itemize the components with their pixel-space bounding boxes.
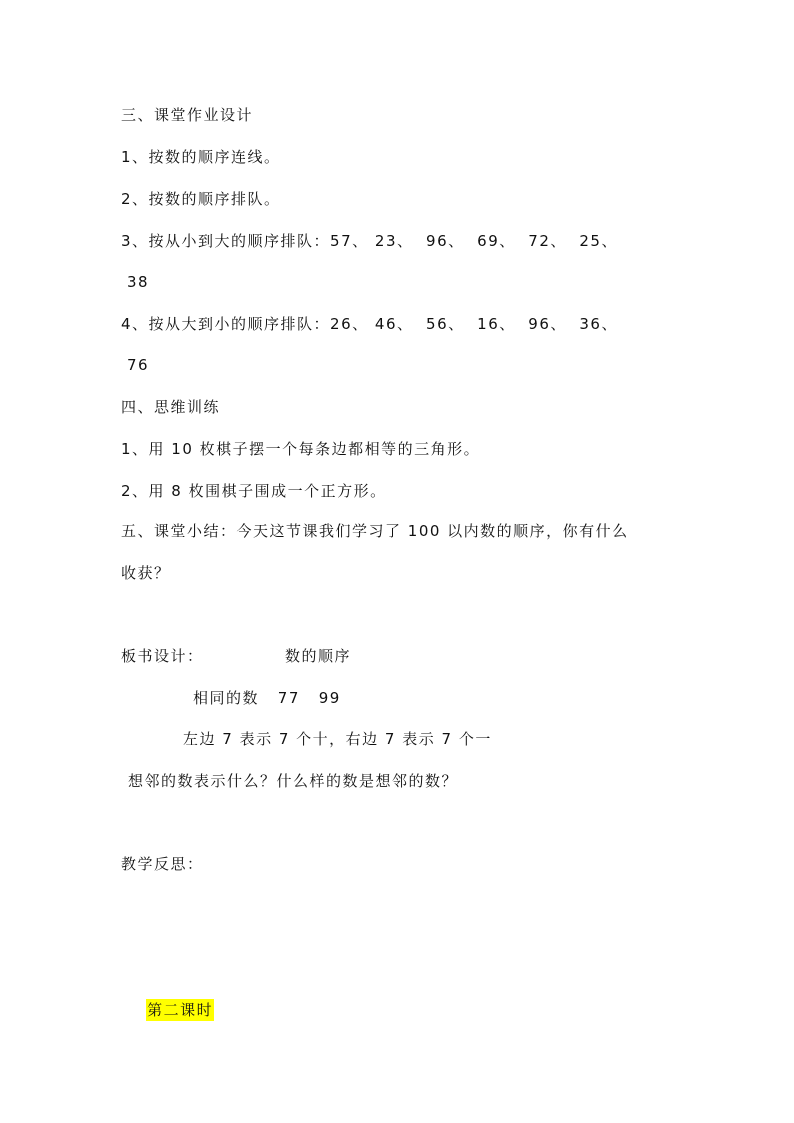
- board-line-place-value: 左边 7 表示 7 个十，右边 7 表示 7 个一: [183, 730, 492, 748]
- section-heading-classwork: 三、课堂作业设计: [121, 106, 254, 124]
- classwork-item-4-line2: 76: [127, 356, 150, 374]
- classwork-item-2: 2、按数的顺序排队。: [121, 190, 281, 208]
- board-design-label: 板书设计：: [121, 647, 204, 665]
- board-design-title: 数的顺序: [285, 647, 352, 665]
- classwork-item-3-line2: 38: [127, 273, 150, 291]
- classwork-item-1: 1、按数的顺序连线。: [121, 148, 281, 166]
- classwork-item-4-line1: 4、按从大到小的顺序排队：26、 46、 56、 16、 96、 36、: [121, 315, 618, 333]
- section-heading-thinking: 四、思维训练: [121, 398, 221, 416]
- thinking-item-2: 2、用 8 枚围棋子围成一个正方形。: [121, 482, 387, 500]
- classwork-item-3-line1: 3、按从小到大的顺序排队：57、 23、 96、 69、 72、 25、: [121, 232, 618, 250]
- thinking-item-1: 1、用 10 枚棋子摆一个每条边都相等的三角形。: [121, 440, 481, 458]
- summary-line2: 收获？: [121, 564, 171, 582]
- summary-line1: 五、课堂小结：今天这节课我们学习了 100 以内数的顺序，你有什么: [121, 522, 629, 540]
- board-line-same-digits: 相同的数 77 99: [193, 689, 341, 707]
- reflection-label: 教学反思：: [121, 855, 204, 873]
- board-line-question: 想邻的数表示什么？什么样的数是想邻的数？: [128, 772, 459, 790]
- next-lesson-highlight: 第二课时: [147, 1001, 214, 1019]
- next-lesson-heading: [121, 980, 214, 1040]
